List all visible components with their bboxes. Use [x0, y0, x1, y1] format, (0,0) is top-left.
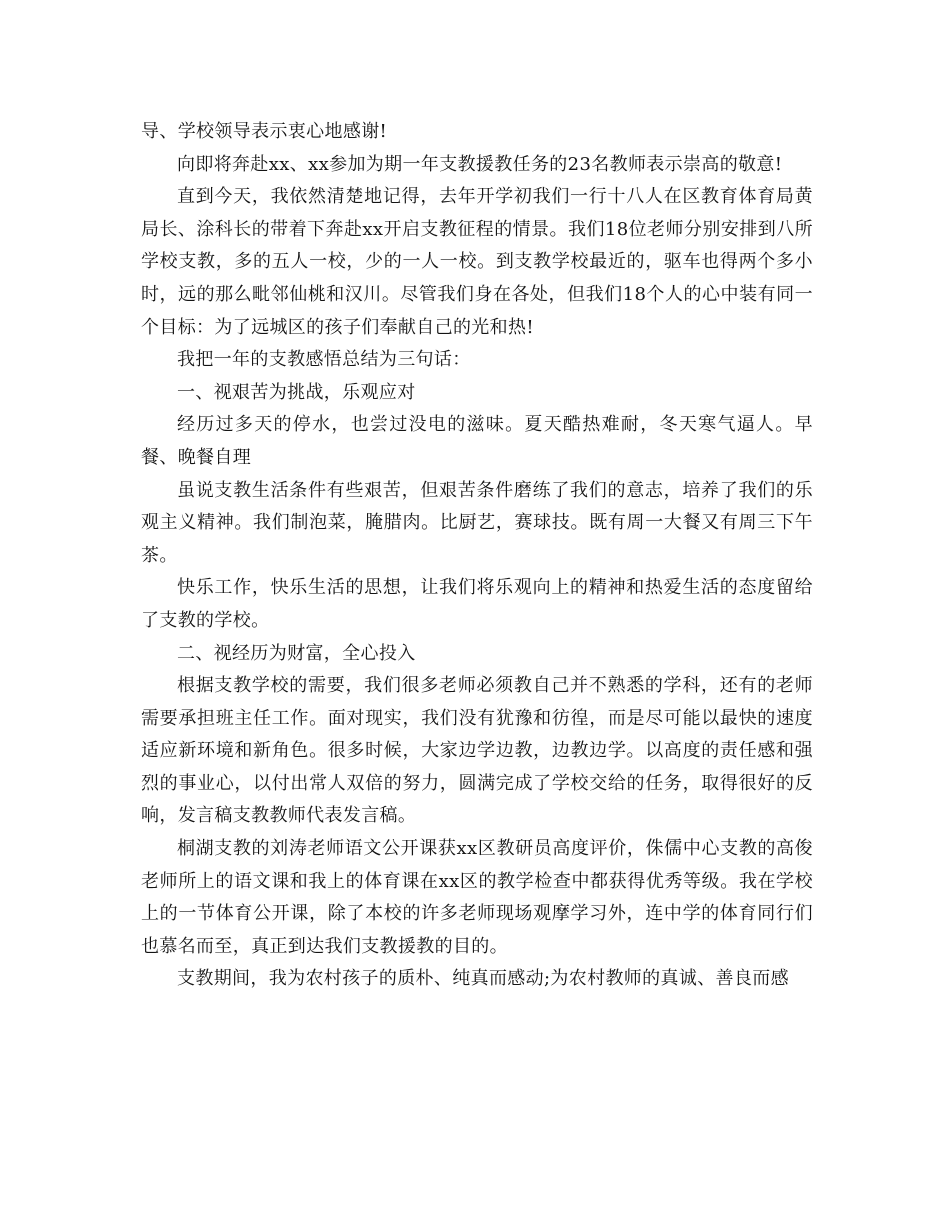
paragraph: 经历过多天的停水，也尝过没电的滋味。夏天酷热难耐，冬天寒气逼人。早餐、晚餐自理	[141, 414, 813, 468]
paragraph: 支教期间，我为农村孩子的质朴、纯真而感动;为农村教师的真诚、善良而感	[177, 968, 789, 990]
paragraph: 虽说支教生活条件有些艰苦，但艰苦条件磨练了我们的意志，培养了我们的乐观主义精神。我们制泡菜，腌腊肉。比厨艺，赛球技。既有周一大餐又有周三下午茶。	[141, 479, 813, 566]
paragraph: 根据支教学校的需要，我们很多老师必须教自己并不熟悉的学科，还有的老师需要承担班主任工作。面对现实，我们没有犹豫和彷徨，而是尽可能以最快的速度适应新环境和新角色。很多时候，大家边学边教，边教边学。以高度的责任感和强烈的事业心，以付出常人双倍的努力，圆满完成了学校交给的任务，取得很好的反响，发言稿支教教师代表发言稿。	[141, 675, 813, 827]
paragraph: 桐湖支教的刘涛老师语文公开课获xx区教研员高度评价，侏儒中心支教的高俊老师所上的语文课和我上的体育课在xx区的教学检查中都获得优秀等级。我在学校上的一节体育公开课，除了本校的许多老师现场观摩学习外，连中学的体育同行们也慕名而至，真正到达我们支教援教的目的。	[141, 838, 813, 957]
document-body	[141, 116, 813, 996]
paragraph: 我把一年的支教感悟总结为三句话：	[177, 349, 471, 371]
paragraph: 向即将奔赴xx、xx参加为期一年支教援教任务的23名教师表示崇高的敬意!	[177, 153, 783, 175]
section-heading: 一、视艰苦为挑战，乐观应对	[177, 381, 416, 403]
paragraph: 导、学校领导表示衷心地感谢!	[141, 121, 388, 142]
section-heading: 二、视经历为财富，全心投入	[177, 642, 416, 664]
paragraph: 快乐工作，快乐生活的思想，让我们将乐观向上的精神和热爱生活的态度留给了支教的学校。	[141, 577, 813, 631]
paragraph: 直到今天，我依然清楚地记得，去年开学初我们一行十八人在区教育体育局黄局长、涂科长的带着下奔赴xx开启支教征程的情景。我们18位老师分别安排到八所学校支教，多的五人一校，少的一人一校。到支教学校最近的，驱车也得两个多小时，远的那么毗邻仙桃和汉川。尽管我们身在各处，但我们18个人的心中装有同一个目标：为了远城区的孩子们奉献自己的光和热!	[141, 186, 813, 338]
